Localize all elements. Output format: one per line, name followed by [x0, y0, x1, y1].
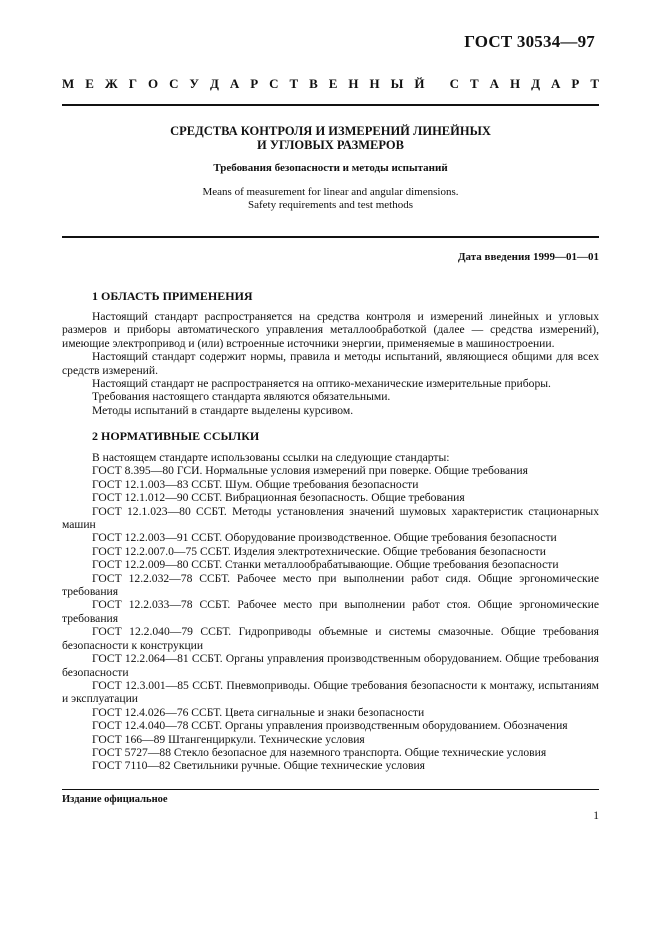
english-title: [62, 186, 599, 212]
page-number: 1: [593, 810, 599, 822]
banner-letter: Т: [289, 76, 299, 91]
banner-letter: Т: [470, 76, 479, 91]
banner-letter: Н: [510, 76, 521, 91]
reference-item: ГОСТ 7110—82 Светильники ручные. Общие технические условия: [92, 759, 426, 773]
english-title-line-2: Safety requirements and test methods: [248, 199, 413, 211]
title-block: [62, 124, 599, 212]
banner-letter: В: [309, 76, 318, 91]
banner-letter: Е: [85, 76, 94, 91]
section-1-heading: 1 ОБЛАСТЬ ПРИМЕНЕНИЯ: [92, 289, 253, 303]
banner-letter: Г: [128, 76, 137, 91]
banner-letter: С: [269, 76, 279, 91]
reference-item: ГОСТ 12.3.001—85 ССБТ. Пневмоприводы. Общие требования безопасности к монтажу, испытаниям и эксплуатации: [62, 678, 599, 706]
footer-rule: [62, 789, 599, 790]
banner-letter: Ж: [104, 76, 118, 91]
banner-letter: А: [229, 76, 240, 91]
reference-item: ГОСТ 12.1.003—83 ССБТ. Шум. Общие требования безопасности: [92, 477, 419, 491]
references-intro: В настоящем стандарте использованы ссылки на следующие стандарты:: [92, 451, 450, 464]
edition-label: Издание официальное: [62, 794, 168, 805]
paragraph: Настоящий стандарт не распространяется на оптико-механические измерительные приборы.: [92, 377, 551, 391]
banner-letter: У: [189, 76, 199, 91]
reference-item: ГОСТ 12.2.064—81 ССБТ. Органы управления производственным оборудованием. Общие требования безопасности: [62, 652, 599, 679]
banner-letter: Н: [348, 76, 359, 91]
reference-item: ГОСТ 12.2.033—78 ССБТ. Рабочее место при выполнении работ стоя. Общие эргономические требования: [62, 598, 599, 625]
reference-item: ГОСТ 5727—88 Стекло безопасное для наземного транспорта. Общие технические условия: [92, 745, 547, 759]
banner-letter: М: [62, 76, 75, 91]
title-rule: [62, 236, 599, 238]
banner-letter: [435, 76, 438, 92]
standard-banner: [62, 76, 599, 92]
banner-letter: Р: [250, 76, 259, 91]
banner-letter: О: [147, 76, 159, 91]
section-2-body: [62, 451, 599, 773]
section-2-heading: 2 НОРМАТИВНЫЕ ССЫЛКИ: [92, 429, 260, 443]
reference-item: ГОСТ 8.395—80 ГСИ. Нормальные условия измерений при поверке. Общие требования: [92, 464, 528, 478]
reference-item: ГОСТ 12.2.007.0—75 ССБТ. Изделия электротехнические. Общие требования безопасности: [92, 544, 546, 558]
header-rule: [62, 104, 599, 106]
banner-letter: С: [169, 76, 179, 91]
document-subtitle: Требования безопасности и методы испытаний: [213, 162, 448, 174]
paragraph: Настоящий стандарт содержит нормы, правила и методы испытаний, являющиеся общими для всех средств измерений.: [62, 350, 599, 377]
reference-item: ГОСТ 12.2.009—80 ССБТ. Станки металлообрабатывающие. Общие требования безопасности: [92, 558, 559, 572]
reference-item: ГОСТ 12.4.040—78 ССБТ. Органы управления производственным оборудованием. Обозначения: [92, 719, 568, 733]
paragraph: Требования настоящего стандарта являются обязательными.: [92, 390, 391, 404]
reference-item: ГОСТ 12.1.023—80 ССБТ. Методы установления значений шумовых характеристик стационарных машин: [62, 504, 599, 532]
paragraph: Методы испытаний в стандарте выделены курсивом.: [92, 403, 354, 417]
reference-item: ГОСТ 12.2.032—78 ССБТ. Рабочее место при выполнении работ сидя. Общие эргономические требования: [62, 571, 599, 599]
section-1-body: [62, 310, 599, 417]
banner-letter: Е: [328, 76, 338, 91]
banner-letter: Т: [590, 76, 599, 91]
banner-letter: С: [449, 76, 460, 91]
english-title-line-1: Means of measurement for linear and angular dimensions.: [202, 186, 459, 198]
reference-item: ГОСТ 12.2.003—91 ССБТ. Оборудование производственное. Общие требования безопасности: [92, 531, 557, 545]
banner-letter: А: [551, 76, 561, 91]
paragraph: Настоящий стандарт распространяется на средства контроля и измерений линейных и угловых размеров и приборы автоматического управления металлообработкой (далее — средства измерений), имеющие электропривод и (или) встроенные источники энергии, применяемые в машиностроении.: [62, 310, 599, 350]
reference-item: ГОСТ 12.1.012—90 ССБТ. Вибрационная безопасность. Общие требования: [92, 491, 465, 505]
banner-letter: Н: [369, 76, 380, 91]
banner-letter: Й: [414, 76, 425, 91]
banner-letter: Д: [209, 76, 219, 91]
introduction-date: Дата введения 1999—01—01: [457, 251, 599, 263]
reference-item: ГОСТ 12.4.026—76 ССБТ. Цвета сигнальные и знаки безопасности: [92, 705, 425, 719]
reference-item: ГОСТ 12.2.040—79 ССБТ. Гидроприводы объемные и системы смазочные. Общие требования безопасности к конструкции: [62, 625, 599, 652]
banner-letter: А: [489, 76, 500, 91]
banner-letter: Р: [571, 76, 580, 91]
document-title-line-1: СРЕДСТВА КОНТРОЛЯ И ИЗМЕРЕНИЙ ЛИНЕЙНЫХ: [170, 124, 491, 138]
document-title-line-2: И УГЛОВЫХ РАЗМЕРОВ: [257, 138, 404, 152]
gost-number: ГОСТ 30534—97: [464, 32, 595, 51]
banner-letter: Д: [531, 76, 541, 91]
reference-item: ГОСТ 166—89 Штангенциркули. Технические условия: [92, 732, 365, 746]
banner-letter: Ы: [390, 76, 404, 91]
